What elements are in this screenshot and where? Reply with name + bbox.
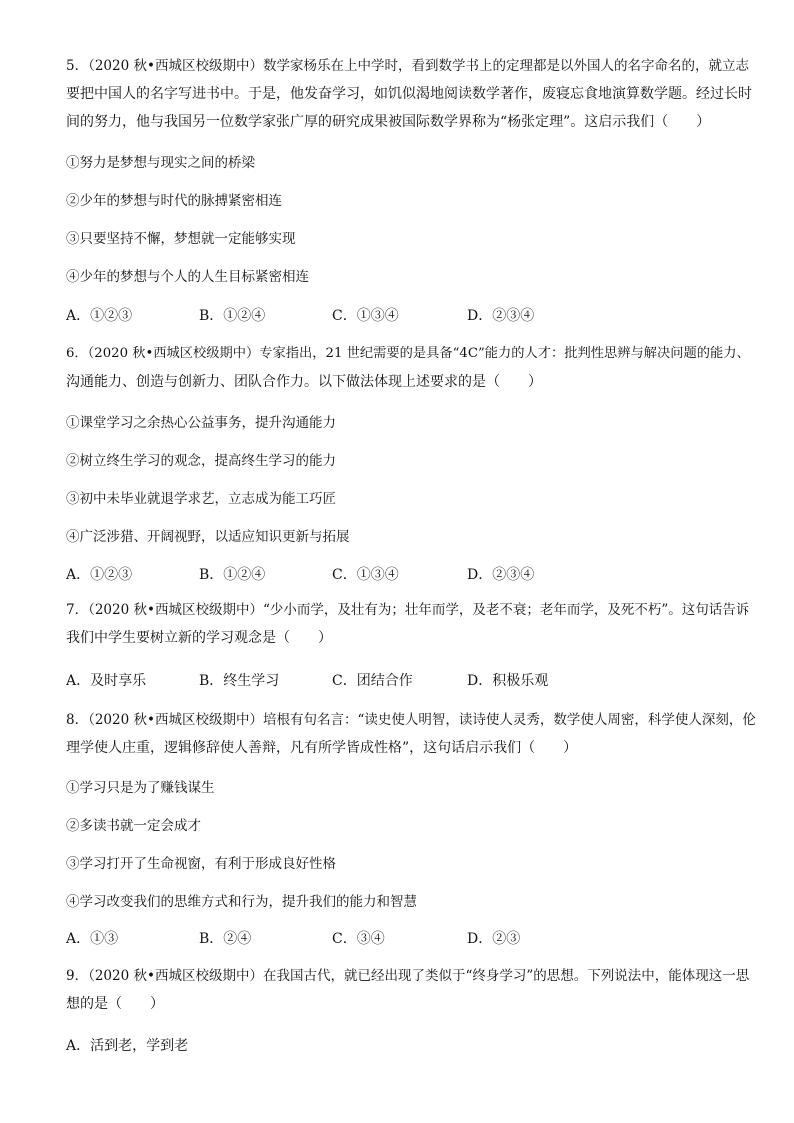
choice-c[interactable]: C．团结合作 bbox=[332, 673, 413, 689]
question-stem-line: 6．（2020 秋•西城区校级期中）专家指出，21 世纪需要的是具备“4C”能力的人才：批判性思辨与解决问题的能力、 bbox=[66, 346, 750, 361]
statement-item: ④学习改变我们的思维方式和行为，提升我们的能力和智慧 bbox=[66, 894, 417, 910]
choice-a[interactable]: A．活到老，学到老 bbox=[66, 1038, 189, 1054]
statement-item: ①努力是梦想与现实之间的桥梁 bbox=[66, 155, 255, 171]
choice-d[interactable]: D．②③④ bbox=[467, 308, 535, 324]
question-stem-line: 8．（2020 秋•西城区校级期中）培根有句名言：“读史使人明智，读诗使人灵秀，数学使人周密，科学使人深刻，伦 bbox=[66, 712, 756, 728]
choice-c[interactable]: C．③④ bbox=[332, 931, 385, 947]
question-9 bbox=[66, 962, 756, 1054]
choice-d[interactable]: D．②③ bbox=[467, 931, 521, 947]
question-stem-line: 理学使人庄重，逻辑修辞使人善辩，凡有所学皆成性格”，这句话启示我们（ ） bbox=[66, 740, 578, 756]
choice-b[interactable]: B．终生学习 bbox=[199, 673, 280, 689]
choice-a[interactable]: A．①②③ bbox=[66, 308, 133, 324]
statement-item: ③学习打开了生命视窗，有利于形成良好性格 bbox=[66, 856, 336, 872]
choice-a[interactable]: A．及时享乐 bbox=[66, 673, 147, 689]
question-stem-line: 想的是（ ） bbox=[66, 996, 164, 1012]
answer-choices bbox=[66, 1036, 756, 1056]
statement-item: ②少年的梦想与时代的脉搏紧密相连 bbox=[66, 193, 282, 209]
statement-item: ③初中未毕业就退学求艺，立志成为能工巧匠 bbox=[66, 491, 336, 507]
question-stem-line: 要把中国人的名字写进书中。于是，他发奋学习，如饥似渴地阅读数学著作，废寝忘食地演算数学题。经过长时 bbox=[66, 86, 752, 102]
statement-item: ①课堂学习之余热心公益事务，提升沟通能力 bbox=[66, 415, 336, 431]
answer-choices bbox=[66, 565, 756, 585]
statement-item: ②多读书就一定会成才 bbox=[66, 818, 201, 834]
statement-item: ①学习只是为了赚钱谋生 bbox=[66, 780, 215, 796]
choice-a[interactable]: A．①②③ bbox=[66, 567, 133, 583]
question-8 bbox=[66, 706, 756, 947]
statement-item: ④广泛涉猎、开阔视野，以适应知识更新与拓展 bbox=[66, 529, 350, 545]
statement-item: ③只要坚持不懈，梦想就一定能够实现 bbox=[66, 231, 296, 247]
choice-c[interactable]: C．①③④ bbox=[332, 567, 399, 583]
question-stem-line: 7．（2020 秋•西城区校级期中）“少小而学，及壮有为；壮年而学，及老不衰；老年而学，及死不朽”。这句话告诉 bbox=[66, 602, 750, 618]
statement-item: ④少年的梦想与个人的人生目标紧密相连 bbox=[66, 269, 309, 285]
choice-b[interactable]: B．①②④ bbox=[199, 567, 266, 583]
answer-choices bbox=[66, 671, 756, 691]
question-5 bbox=[66, 52, 756, 324]
choice-c[interactable]: C．①③④ bbox=[332, 308, 399, 324]
statement-item: ②树立终生学习的观念，提高终生学习的能力 bbox=[66, 453, 336, 469]
answer-choices bbox=[66, 306, 756, 326]
question-stem-line: 9．（2020 秋•西城区校级期中）在我国古代，就已经出现了类似于“终身学习”的思想。下列说法中，能体现这一思 bbox=[66, 968, 750, 984]
question-stem-line: 我们中学生要树立新的学习观念是（ ） bbox=[66, 630, 332, 646]
choice-d[interactable]: D．②③④ bbox=[467, 567, 535, 583]
question-stem-line: 间的努力，他与我国另一位数学家张广厚的研究成果被国际数学界称为“杨张定理”。这启示我们（ ） bbox=[66, 114, 711, 130]
choice-a[interactable]: A．①③ bbox=[66, 931, 119, 947]
choice-b[interactable]: B．②④ bbox=[199, 931, 252, 947]
choice-d[interactable]: D．积极乐观 bbox=[467, 673, 549, 689]
answer-choices bbox=[66, 929, 756, 949]
question-6 bbox=[66, 340, 756, 583]
question-stem-line: 沟通能力、创造与创新力、团队合作力。以下做法体现上述要求的是（ ） bbox=[66, 374, 542, 390]
choice-b[interactable]: B．①②④ bbox=[199, 308, 266, 324]
question-7 bbox=[66, 596, 756, 689]
question-stem-line: 5．（2020 秋•西城区校级期中）数学家杨乐在上中学时，看到数学书上的定理都是以外国人的名字命名的，就立志 bbox=[66, 58, 749, 74]
